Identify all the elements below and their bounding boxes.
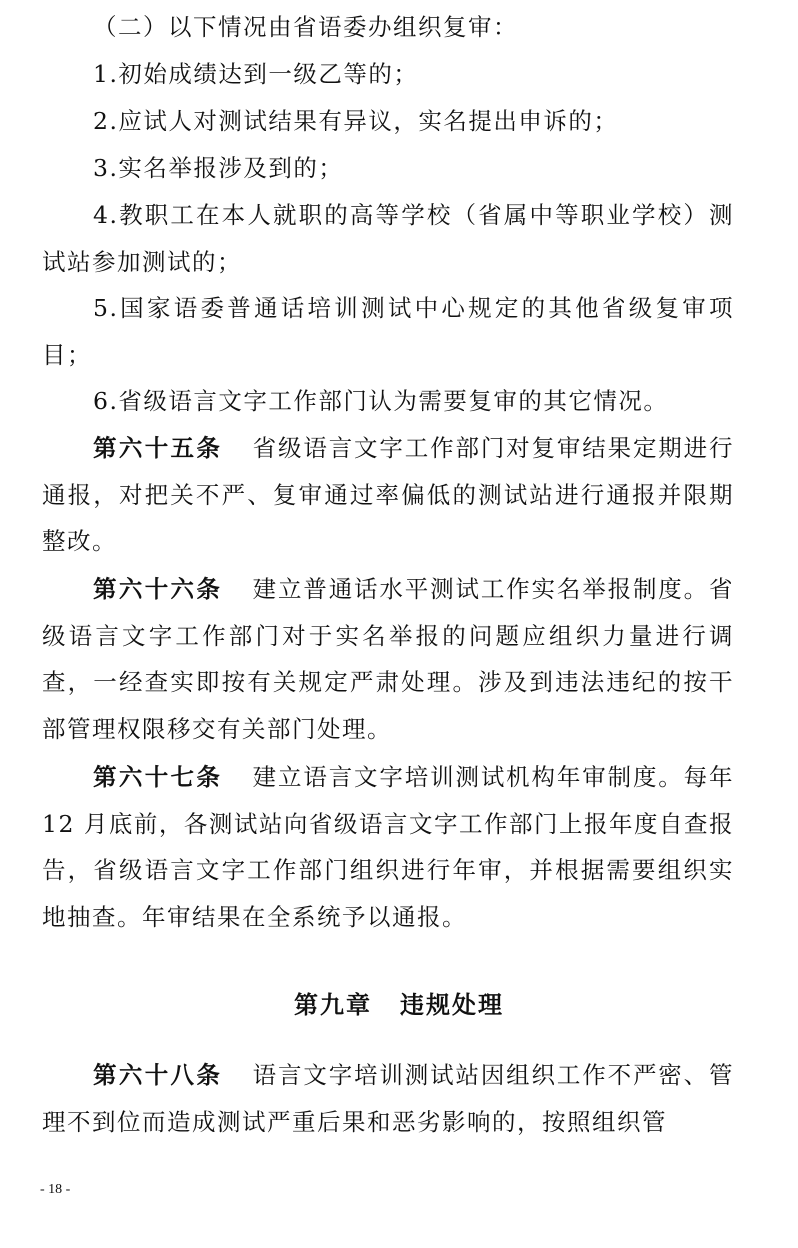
chapter-heading	[0, 985, 798, 1020]
chapter-title: 违规处理	[400, 991, 504, 1019]
article-number: 第六十六条	[93, 575, 223, 603]
list-item-5: 5.国家语委普通话培训测试中心规定的其他省级复审项目；	[42, 294, 734, 369]
article-number: 第六十八条	[93, 1061, 223, 1089]
article-text: 省级语言文字工作部门对复审结果定期进行通报，对把关不严、复审通过率偏低的测试站进行通报并限期整改。	[42, 434, 735, 555]
page-number: - 18 -	[40, 1182, 71, 1197]
list-item-1: 1.初始成绩达到一级乙等的；	[93, 60, 419, 88]
list-item-2: 2.应试人对测试结果有异议，实名提出申诉的；	[93, 107, 619, 135]
article-66	[42, 566, 734, 752]
list-item-4: 4.教职工在本人就职的高等学校（省属中等职业学校）测试站参加测试的；	[42, 201, 734, 276]
article-number: 第六十五条	[93, 434, 223, 462]
chapter-number: 第九章	[294, 991, 372, 1019]
article-67	[42, 754, 734, 940]
article-number: 第六十七条	[93, 763, 223, 791]
article-65	[42, 425, 734, 565]
article-text: 语言文字培训测试站因组织工作不严密、管理不到位而造成测试严重后果和恶劣影响的，按照组织管	[42, 1061, 735, 1136]
article-68	[42, 1052, 734, 1145]
list-item-6: 6.省级语言文字工作部门认为需要复审的其它情况。	[93, 387, 669, 415]
article-text: 建立语言文字培训测试机构年审制度。每年 12 月底前，各测试站向省级语言文字工作部门上报年度自查报告，省级语言文字工作部门组织进行年审，并根据需要组织实地抽查。年审结果在全系统予以通报。	[42, 763, 735, 931]
section-intro: （二）以下情况由省语委办组织复审：	[93, 13, 518, 41]
article-text: 建立普通话水平测试工作实名举报制度。省级语言文字工作部门对于实名举报的问题应组织力量进行调查，一经查实即按有关规定严肃处理。涉及到违法违纪的按干部管理权限移交有关部门处理。	[42, 575, 735, 743]
list-item-3: 3.实名举报涉及到的；	[93, 154, 344, 182]
